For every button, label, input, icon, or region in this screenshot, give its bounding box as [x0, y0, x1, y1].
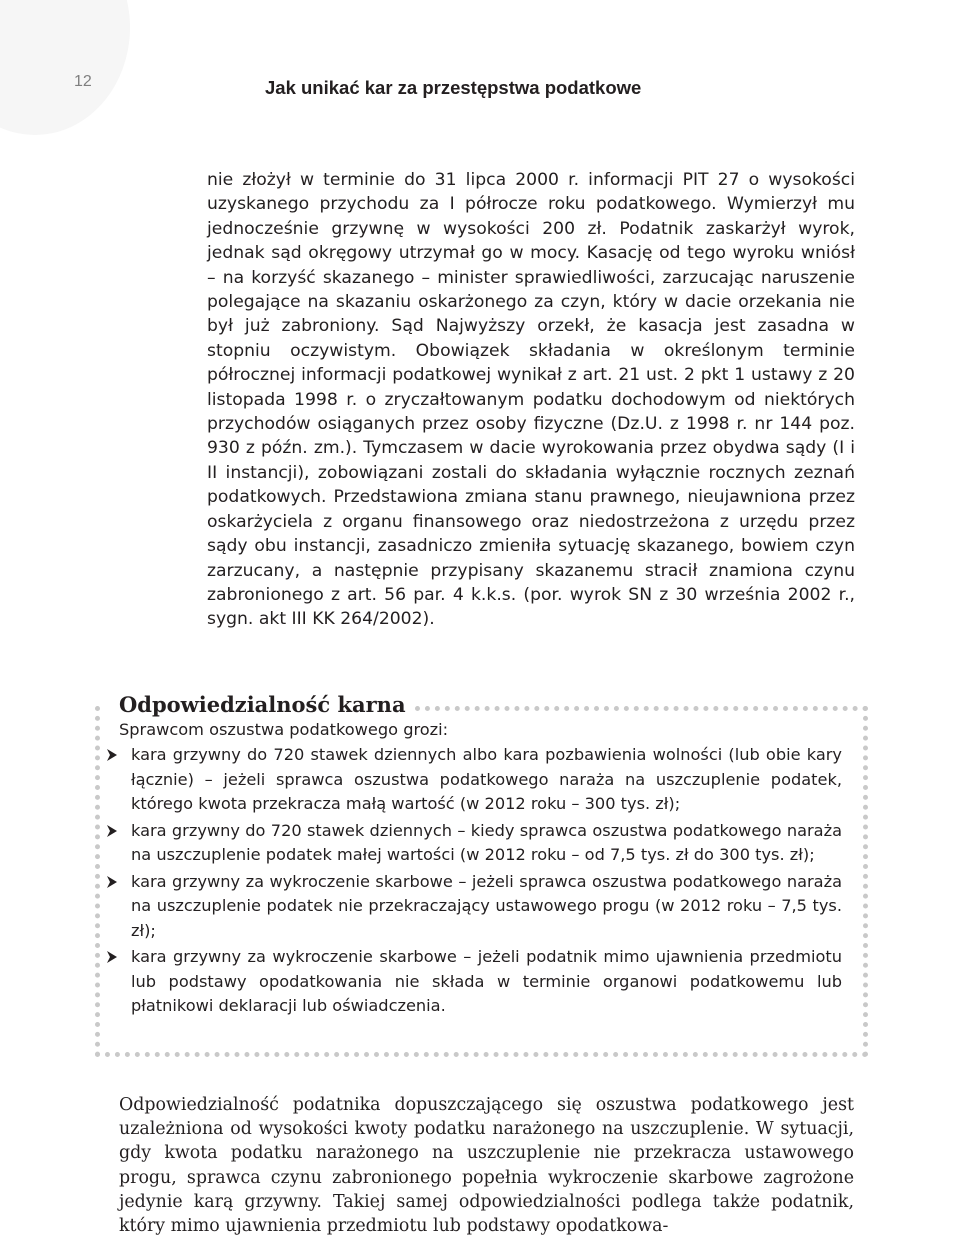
list-item-text: kara grzywny za wykroczenie skarbowe – jeżeli podatnik mimo ujawnienia przedmiotu lub podstawy opodatkowania nie składa w terminie organowi podatkowemu lub płatnikowi deklaracji lub oświadczenia. — [131, 947, 842, 1015]
list-item-text: kara grzywny za wykroczenie skarbowe – jeżeli sprawca oszustwa podatkowego naraża na uszczuplenie podatek nie przekraczający ustawowego progu (w 2012 roku – 7,5 tys. zł); — [131, 871, 842, 940]
list-item — [105, 945, 842, 1019]
penalty-list — [105, 743, 842, 1021]
page-number: 12 — [74, 73, 92, 90]
chevron-bullet-icon — [105, 824, 119, 838]
list-item — [105, 819, 842, 868]
box-dotted-border-top — [415, 706, 868, 711]
box-dotted-border-left — [95, 706, 100, 1057]
box-intro: Sprawcom oszustwa podatkowego grozi: — [119, 720, 449, 739]
running-head: Jak unikać kar za przestępstwa podatkowe — [265, 77, 642, 98]
list-item-text: kara grzywny do 720 stawek dziennych albo kara pozbawienia wolności (lub obie kary łącznie) – jeżeli sprawca oszustwa podatkowego naraża na uszczuplenie podatek, którego kwota przekracza małą wartość (w 2012 roku – 300 tys. zł); — [131, 745, 842, 813]
case-description-text: nie złożył w terminie do 31 lipca 2000 r. informacji PIT 27 o wysokości uzyskanego przychodu za I półrocze roku podatkowego. Wymierzył mu jednocześnie grzywnę w wysokości 200 zł. Podatnik zaskarżył wyrok, jednak sąd okręgowy utrzymał go w mocy. Kasację od tego wyroku wniósł – na korzyść skazanego – minister sprawiedliwości, zarzucając naruszenie polegające na skazaniu oskarżonego za czyn, który w dacie orzekania nie był już zabroniony. Sąd Najwyższy orzekł, że kasacja jest zasadna w stopniu oczywistym. Obowiązek składania w określonym terminie półrocznej informacji podatkowej wynikał z art. 21 ust. 2 pkt 1 ustawy z 20 listopada 1998 r. o zryczałtowanym podatku dochodowym od niektórych przychodów osiąganych przez osoby fizyczne (Dz.U. z 1998 r. nr 144 poz. 930 z późn. zm.). Tymczasem w dacie wyrokowania przez obydwa sądy (I i II instancji), zobowiązani zostali do składania wyłącznie rocznych zeznań podatkowych. Przedstawiona zmiana stanu prawnego, nieujawniona przez oskarżyciela z organu finansowego oraz niedostrzeżona z urzędu przez sądy obu instancji, zasadniczo zmieniła sytuację skazanego, bowiem czyn zarzucany, a następnie przypisany skazanemu stracił znamiona czynu zabronionego z art. 56 par. 4 k.k.s. (por. wyrok SN z 30 września 2002 r., sygn. akt III KK 264/2002). — [207, 170, 855, 630]
list-item — [105, 743, 842, 817]
box-dotted-border-right — [863, 706, 868, 1057]
list-item — [105, 870, 842, 944]
body-paragraph — [119, 1093, 854, 1238]
chevron-bullet-icon — [105, 875, 119, 889]
box-title: Odpowiedzialność karna — [119, 692, 414, 717]
case-description — [207, 168, 855, 632]
chevron-bullet-icon — [105, 950, 119, 964]
list-item-text: kara grzywny do 720 stawek dziennych – kiedy sprawca oszustwa podatkowego naraża na uszczuplenie podatek małej wartości (w 2012 roku – od 7,5 tys. zł do 300 tys. zł); — [131, 820, 842, 864]
page-corner-decoration — [0, 0, 130, 135]
body-paragraph-text: Odpowiedzialność podatnika dopuszczającego się oszustwa podatkowego jest uzależniona od wysokości kwoty podatku narażonego na uszczuplenie. W sytuacji, gdy kwota podatku narażonego na uszczuplenie nie przekracza ustawowego progu, sprawca czynu zabronionego popełnia wykroczenie skarbowe zagrożone jedynie karą grzywny. Takiej samej odpowiedzialności podlega także podatnik, który mimo ujawnienia przedmiotu lub podstawy opodatkowa- — [119, 1095, 854, 1237]
chevron-bullet-icon — [105, 748, 119, 762]
box-dotted-border-bottom — [95, 1052, 868, 1057]
penalty-box — [95, 692, 868, 1057]
